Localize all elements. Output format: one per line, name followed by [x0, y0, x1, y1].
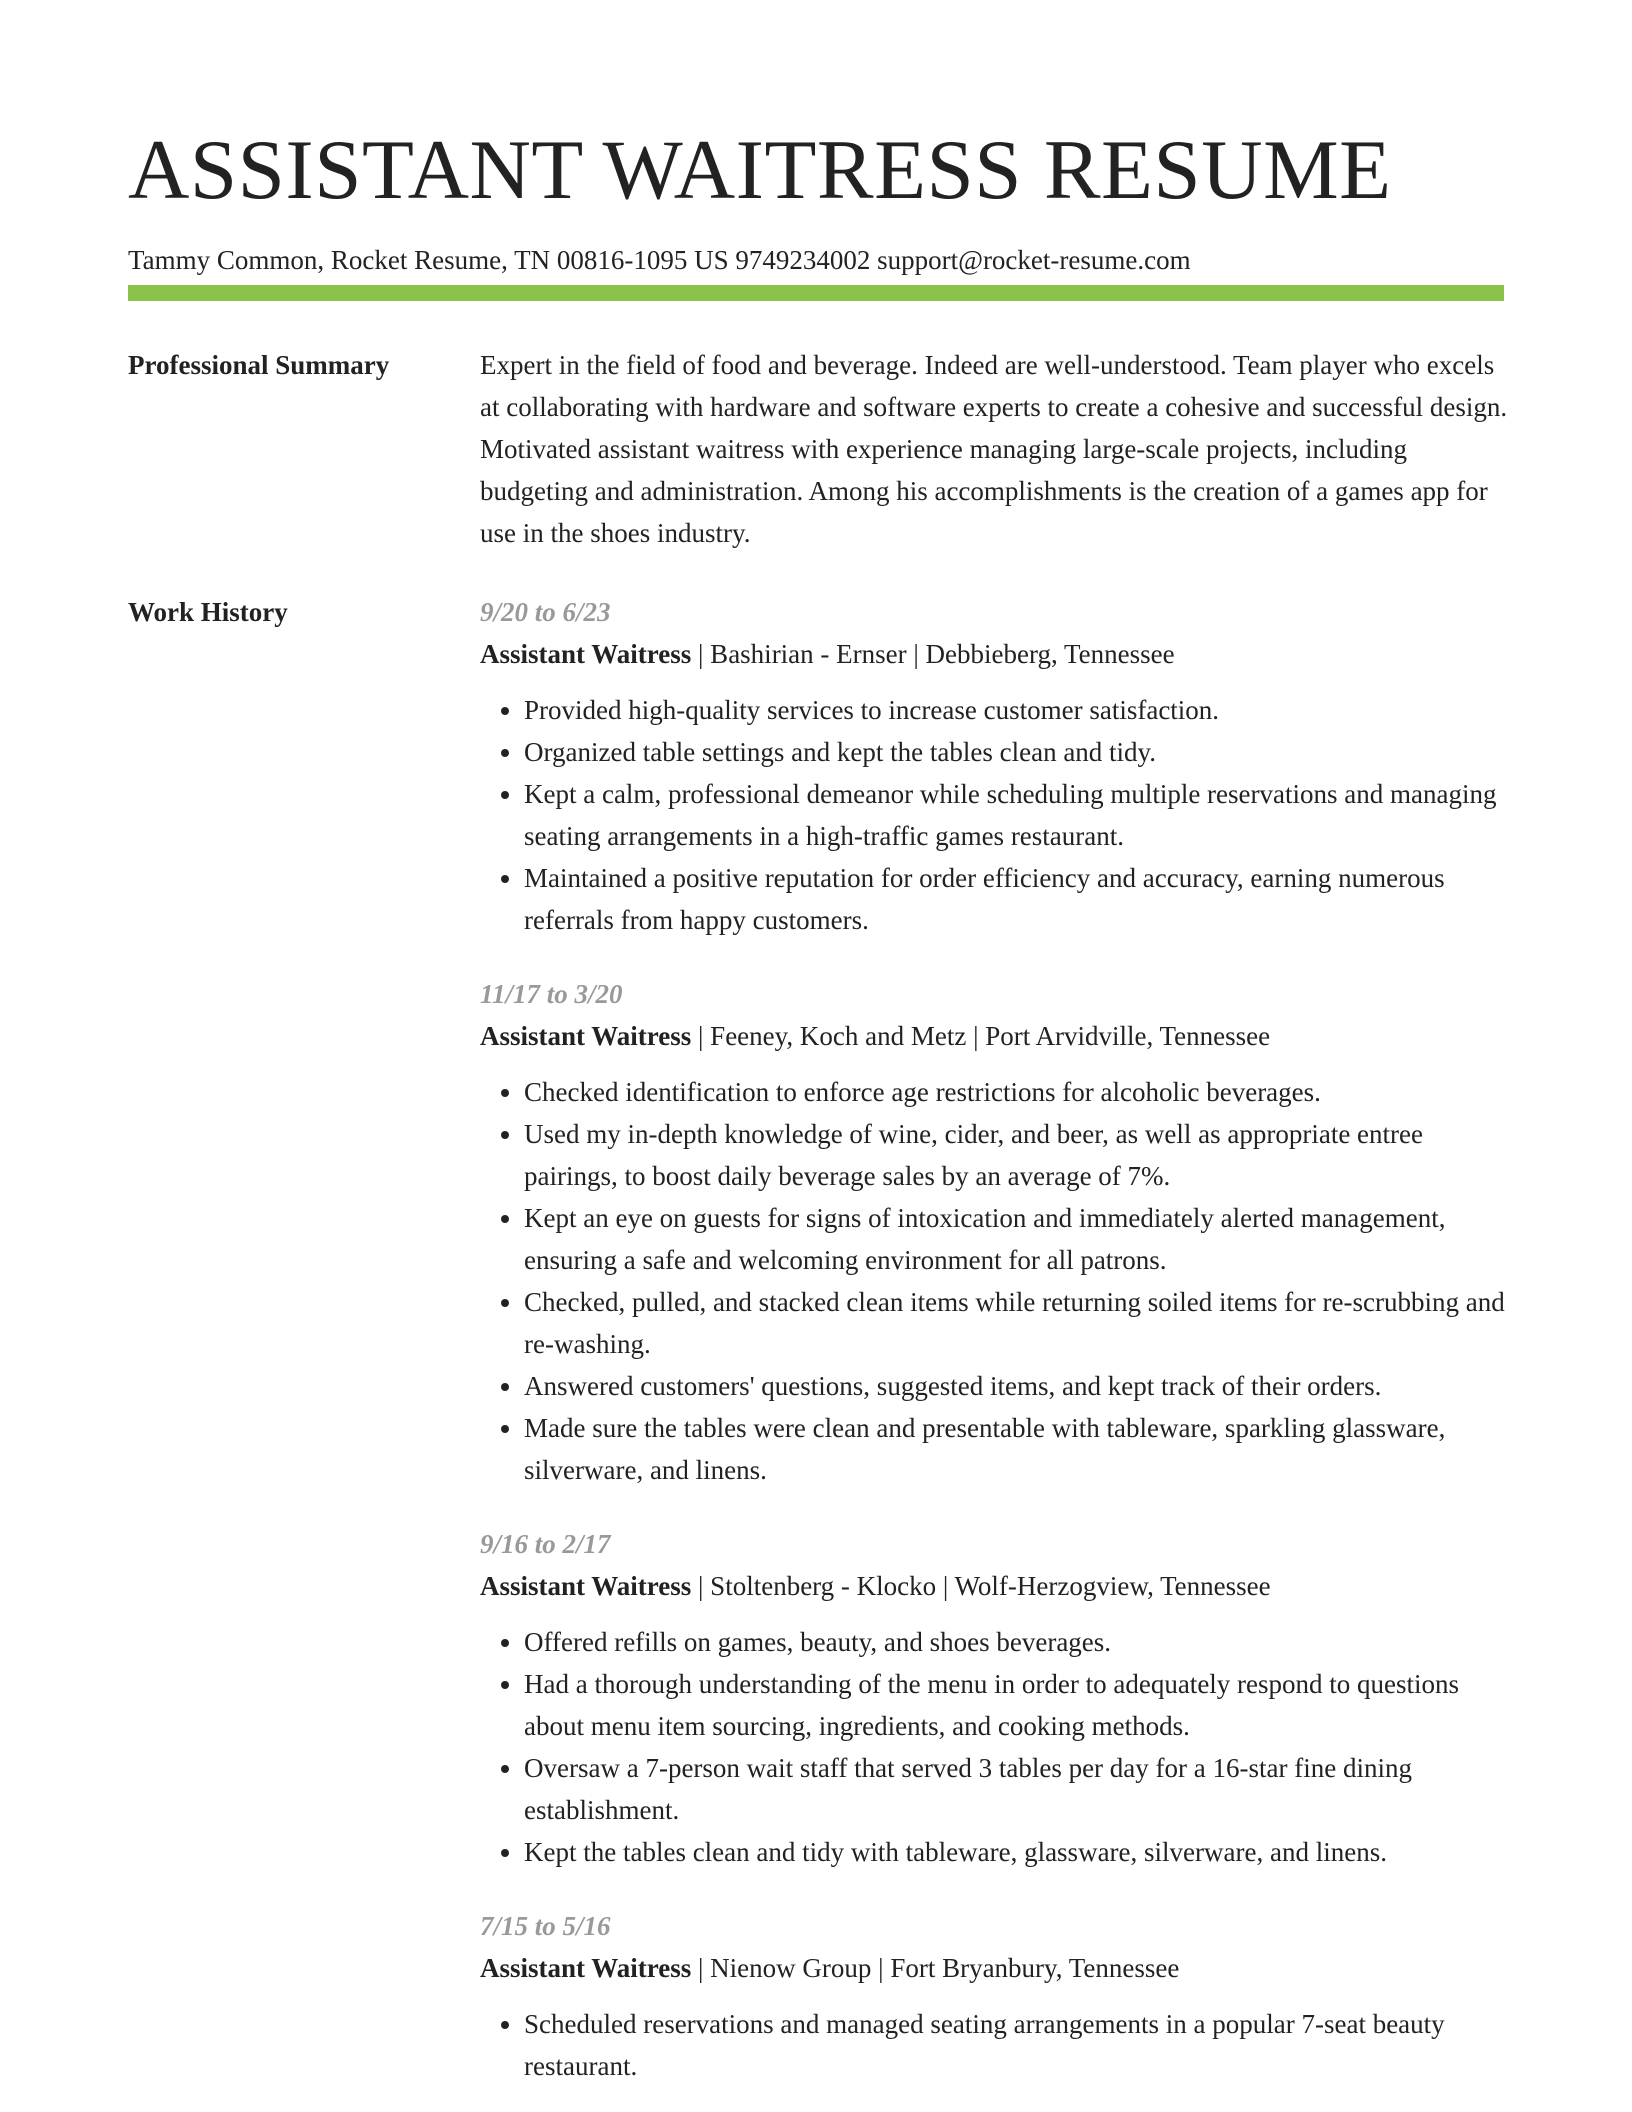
job-dates: 9/20 to 6/23 — [480, 597, 611, 627]
job-entry — [480, 973, 1510, 1491]
section-label-work-history: Work History — [128, 597, 288, 627]
job-bullet: • Answered customers' questions, suggested items, and kept track of their orders. — [524, 1365, 1510, 1407]
resume-title: ASSISTANT WAITRESS RESUME — [128, 123, 1392, 217]
job-bullet: • Checked identification to enforce age restrictions for alcoholic beverages. — [524, 1071, 1510, 1113]
job-bullet: • Used my in-depth knowledge of wine, cider, and beer, as well as appropriate entree pairings, to boost daily beverage sales by an average of 7%. — [524, 1113, 1510, 1197]
job-title: Assistant Waitress — [480, 1571, 692, 1601]
job-details: | Nienow Group | Fort Bryanbury, Tennessee — [691, 1953, 1180, 1983]
summary-body — [480, 344, 1510, 554]
job-bullet: • Kept the tables clean and tidy with tableware, glassware, silverware, and linens. — [524, 1831, 1510, 1873]
job-bullet: • Offered refills on games, beauty, and shoes beverages. — [524, 1621, 1510, 1663]
section-label-summary: Professional Summary — [128, 350, 390, 380]
job-heading — [480, 633, 1510, 675]
job-bullet: • Kept a calm, professional demeanor while scheduling multiple reservations and managing seating arrangements in a high-traffic games restaurant. — [524, 773, 1510, 857]
contact-line: Tammy Common, Rocket Resume, TN 00816-1095 US 9749234002 support@rocket-resume.com — [128, 245, 1191, 275]
job-bullet: • Had a thorough understanding of the menu in order to adequately respond to questions about menu item sourcing, ingredients, and cooking methods. — [524, 1663, 1510, 1747]
job-heading — [480, 1565, 1510, 1607]
job-bullet: • Checked, pulled, and stacked clean items while returning soiled items for re-scrubbing and re-washing. — [524, 1281, 1510, 1365]
job-bullets — [480, 1621, 1510, 1873]
job-bullets — [480, 689, 1510, 941]
job-title: Assistant Waitress — [480, 639, 692, 669]
job-bullet: • Maintained a positive reputation for order efficiency and accuracy, earning numerous referrals from happy customers. — [524, 857, 1510, 941]
job-entry — [480, 591, 1510, 941]
job-details: | Feeney, Koch and Metz | Port Arvidville, Tennessee — [691, 1021, 1271, 1051]
job-heading — [480, 1015, 1510, 1057]
summary-text: Expert in the field of food and beverage. Indeed are well-understood. Team player who excels at collaborating with hardware and software experts to create a cohesive and successful design. Motivated assistant waitress with experience managing large-scale projects, including budgeting and administration. Among his accomplishments is the creation of a games app for use in the shoes industry. — [480, 350, 1508, 548]
job-entry — [480, 1905, 1510, 2087]
job-heading — [480, 1947, 1510, 1989]
job-entry — [480, 1523, 1510, 1873]
work-history-body — [480, 591, 1510, 2112]
resume-header — [128, 118, 1504, 278]
job-bullet: • Organized table settings and kept the tables clean and tidy. — [524, 731, 1510, 773]
job-bullet: • Kept an eye on guests for signs of intoxication and immediately alerted management, ensuring a safe and welcoming environment for all patrons. — [524, 1197, 1510, 1281]
job-details: | Stoltenberg - Klocko | Wolf-Herzogview, Tennessee — [691, 1571, 1271, 1601]
job-bullet: • Made sure the tables were clean and presentable with tableware, sparkling glassware, silverware, and linens. — [524, 1407, 1510, 1491]
job-bullets — [480, 2003, 1510, 2087]
job-bullet: • Provided high-quality services to increase customer satisfaction. — [524, 689, 1510, 731]
job-dates: 11/17 to 3/20 — [480, 979, 623, 1009]
job-bullet: • Scheduled reservations and managed seating arrangements in a popular 7-seat beauty restaurant. — [524, 2003, 1510, 2087]
job-bullet: • Oversaw a 7-person wait staff that served 3 tables per day for a 16-star fine dining establishment. — [524, 1747, 1510, 1831]
job-bullets — [480, 1071, 1510, 1491]
job-title: Assistant Waitress — [480, 1021, 692, 1051]
job-details: | Bashirian - Ernser | Debbieberg, Tennessee — [691, 639, 1175, 669]
accent-divider — [128, 285, 1504, 301]
job-dates: 7/15 to 5/16 — [480, 1911, 611, 1941]
job-dates: 9/16 to 2/17 — [480, 1529, 611, 1559]
job-title: Assistant Waitress — [480, 1953, 692, 1983]
